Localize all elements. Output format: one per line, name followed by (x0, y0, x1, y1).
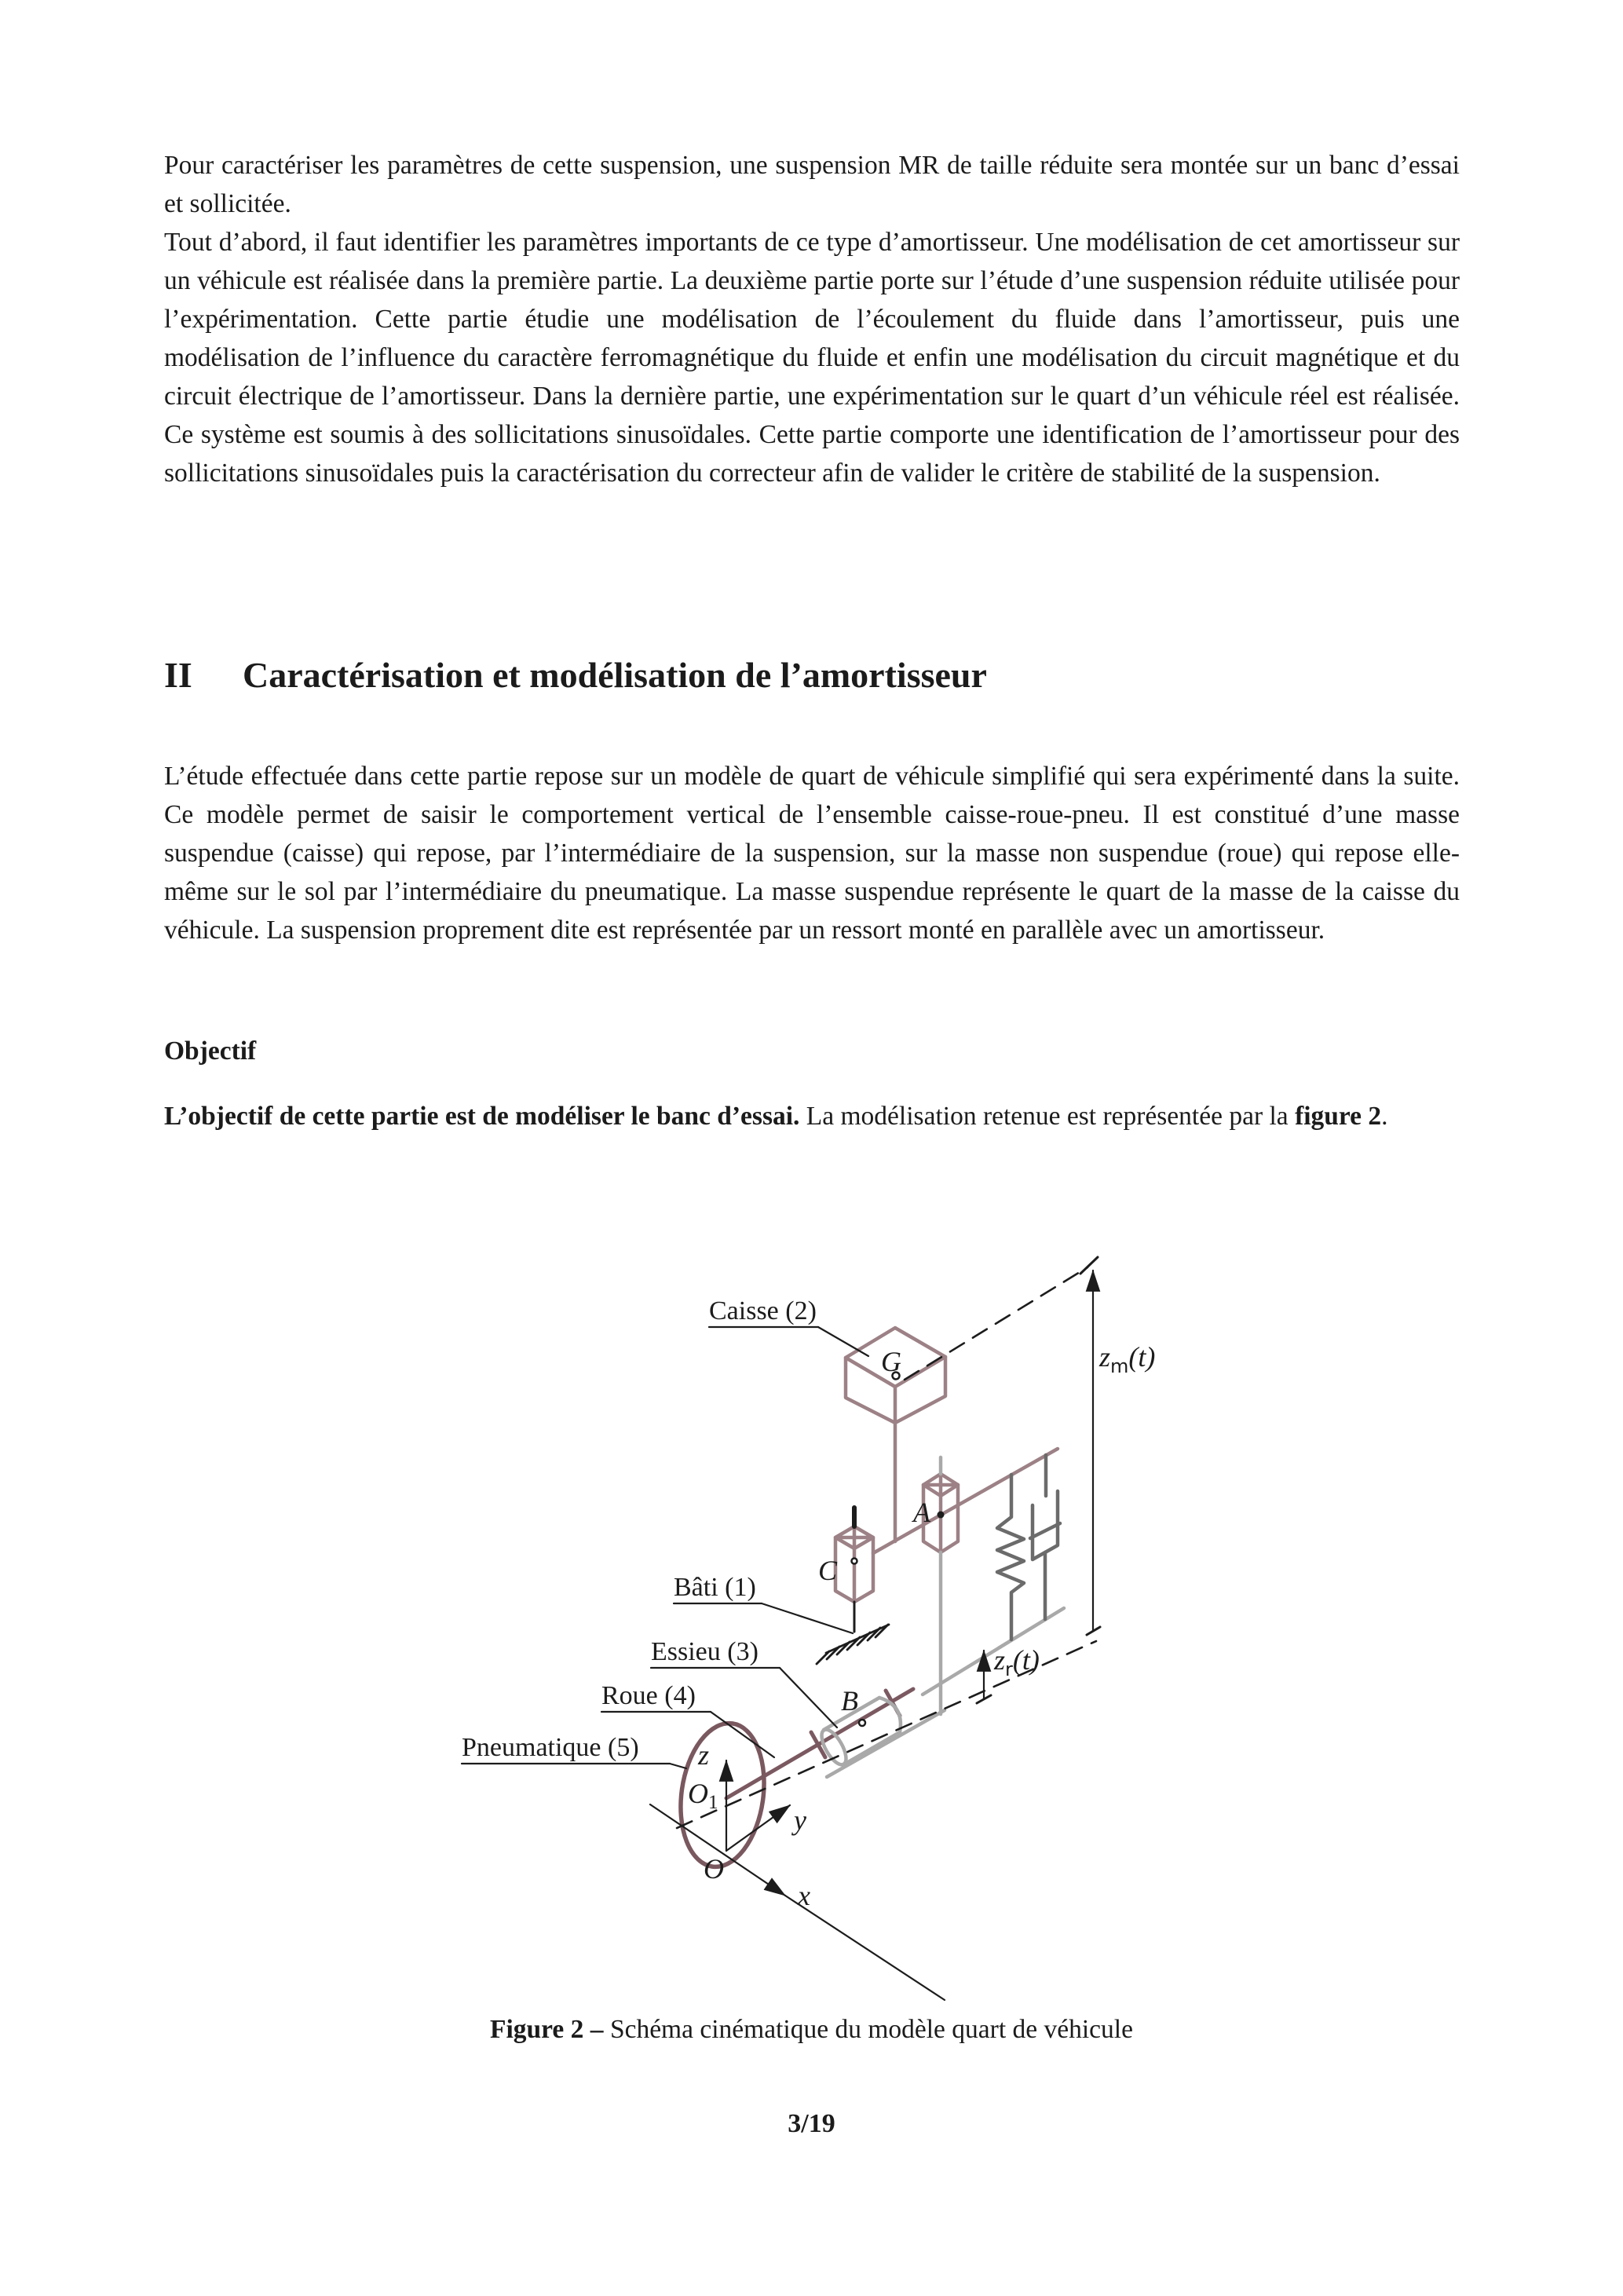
paragraph: Tout d’abord, il faut identifier les paramètres importants de ce type d’amortisseur. Une modélisation de cet amortisseur sur un véhicule est réalisée dans la première partie. La deuxième partie porte sur l’étude d’une suspension réduite utilisée pour l’expérimentation. Cette partie étudie une modélisation de l’écoulement du fluide dans l’amortisseur, puis une modélisation de l’influence du caractère ferromagnétique du fluide et enfin une modélisation du circuit magnétique et du circuit électrique de l’amortisseur. Dans la dernière partie, une expérimentation sur le quart d’un véhicule réel est réalisée. Ce système est soumis à des sollicitations sinusoïdales. Cette partie comporte une identification de l’amortisseur pour des sollicitations sinusoïdales puis la caractérisation du correcteur afin de valider le critère de stabilité de la suspension. (164, 228, 1460, 488)
point-G-label: G (881, 1346, 901, 1377)
point-A-marker (938, 1512, 944, 1518)
paragraph: Pour caractériser les paramètres de cette suspension, une suspension MR de taille réduite sera montée sur un banc d’essai et sollicitée. (164, 151, 1460, 218)
point-A-label: A (913, 1497, 930, 1528)
label-roue: Roue (4) (601, 1681, 696, 1710)
figure-caption (0, 2015, 1623, 2045)
objective-period: . (1381, 1101, 1388, 1131)
ground-hatch (817, 1625, 889, 1664)
dashed-reference-tick (1080, 1257, 1098, 1274)
dashed-caisse-reference (905, 1267, 1087, 1380)
section-title: Caractérisation et modélisation de l’amortisseur (243, 655, 987, 695)
point-B-marker (859, 1720, 865, 1726)
point-O-label: O (704, 1853, 724, 1885)
kinematic-diagram (424, 1241, 1193, 2026)
objective-text (164, 1097, 1460, 1135)
damper (1030, 1455, 1060, 1619)
spring-damper-group (997, 1455, 1060, 1640)
objective-normal-text: La modélisation retenue est représentée par la (799, 1101, 1296, 1131)
figure-caption-text: Schéma cinématique du modèle quart de véhicule (603, 2015, 1133, 2044)
section-heading (164, 654, 1499, 696)
wheel-ellipse (672, 1718, 773, 1873)
section-number: II (164, 655, 192, 695)
intro-paragraphs (164, 146, 1460, 492)
point-C-label: C (818, 1555, 838, 1586)
paragraph: L’étude effectuée dans cette partie repose sur un modèle de quart de véhicule simplifié qui sera expérimenté dans la suite. Ce modèle permet de saisir le comportement vertical de l’ensemble caisse-roue-pneu. Il est constitué d’une masse suspendue (caisse) qui repose, par l’intermédiaire de la suspension, sur la masse non suspendue (roue) qui repose elle-même sur le sol par l’intermédiaire du pneumatique. La masse suspendue représente le quart de la masse de la caisse du véhicule. La suspension proprement dite est représentée par un ressort monté en parallèle avec un amortisseur. (164, 762, 1460, 945)
label-pneumatique: Pneumatique (5) (462, 1733, 639, 1762)
point-C-marker (852, 1559, 857, 1564)
point-B-label: B (841, 1685, 858, 1717)
label-bati: Bâti (1) (674, 1573, 756, 1602)
ink-group (462, 1257, 1100, 2000)
objective-heading: Objectif (164, 1036, 257, 1066)
objective-block (164, 1032, 1460, 1161)
page-number: 3/19 (788, 2109, 835, 2138)
plate-bar (923, 1608, 1064, 1695)
zr-label: $z_r(t)$ (994, 1644, 1040, 1680)
objective-bold-sentence: L’objectif de cette partie est de modéliser le banc d’essai. (164, 1101, 800, 1131)
y-axis-label: y (794, 1804, 806, 1836)
label-caisse: Caisse (2) (709, 1296, 817, 1325)
z-axis-label: z (698, 1739, 710, 1771)
figure-reference: figure 2 (1295, 1101, 1382, 1131)
label-essieu: Essieu (3) (651, 1637, 758, 1666)
axle-cylinder (817, 1698, 901, 1768)
body-paragraph-block (164, 757, 1460, 949)
point-O1-label: O1 (688, 1778, 718, 1813)
figure-caption-label: Figure 2 – (490, 2015, 604, 2044)
x-axis-label: x (798, 1880, 810, 1911)
spring (997, 1475, 1024, 1640)
y-axis (726, 1805, 790, 1851)
figure-2 (424, 1241, 1193, 2026)
zm-label: $z_m(t)$ (1099, 1341, 1156, 1377)
axle-bracket (827, 1710, 945, 1777)
